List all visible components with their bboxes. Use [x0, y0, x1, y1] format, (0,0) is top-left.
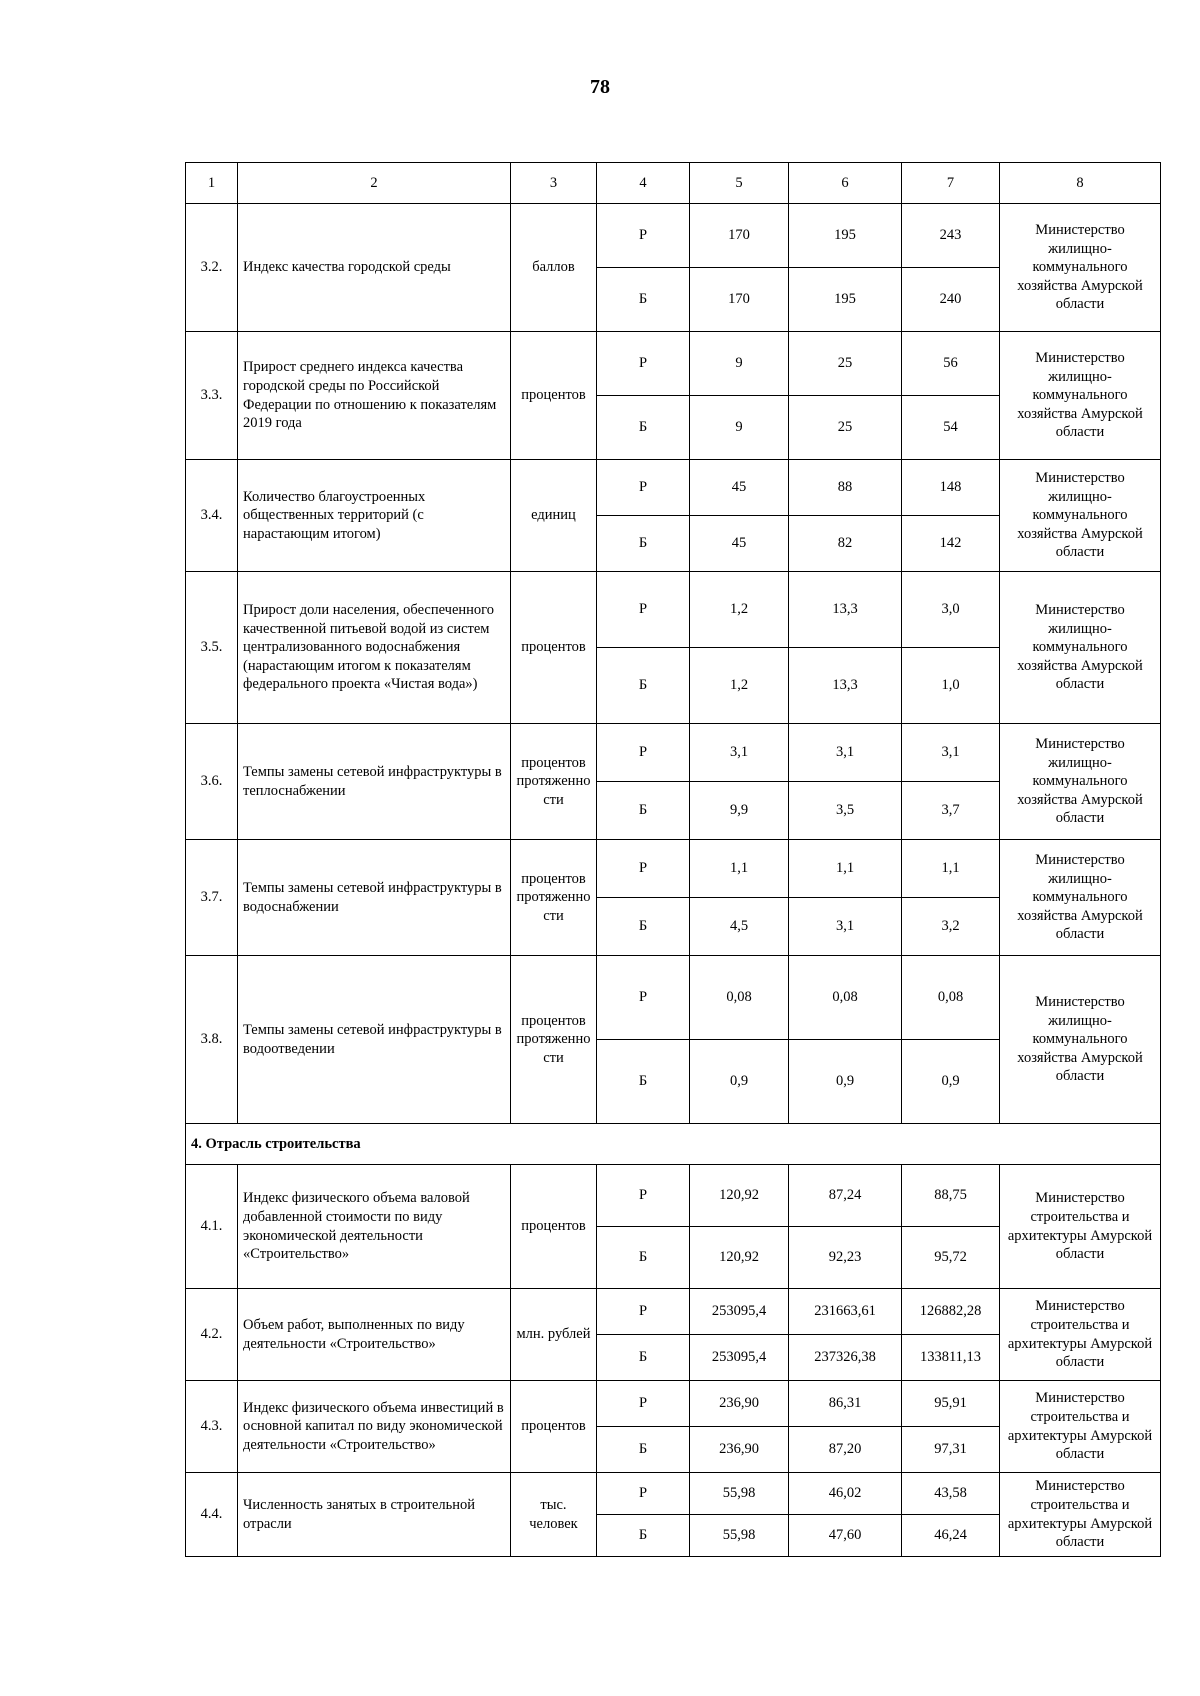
row-number: 3.3.: [186, 332, 238, 460]
value: 47,60: [789, 1515, 902, 1557]
responsible-org: Министерство строительства и архитектуры Амурской области: [1000, 1289, 1161, 1381]
value: 13,3: [789, 648, 902, 724]
value: 88: [789, 460, 902, 516]
value: 1,1: [789, 840, 902, 898]
value: 55,98: [690, 1473, 789, 1515]
value: 1,2: [690, 572, 789, 648]
base-label: Б: [597, 648, 690, 724]
header-cell: 5: [690, 163, 789, 204]
plan-label: Р: [597, 1289, 690, 1335]
section-title: 4. Отрасль строительства: [186, 1124, 1161, 1165]
plan-label: Р: [597, 1165, 690, 1227]
row-number: 3.4.: [186, 460, 238, 572]
value: 3,1: [902, 724, 1000, 782]
responsible-org: Министерство жилищно-коммунального хозяйства Амурской области: [1000, 460, 1161, 572]
indicator-name: Индекс физического объема инвестиций в основной капитал по виду экономической деятельности «Строительство»: [238, 1381, 511, 1473]
value: 25: [789, 332, 902, 396]
table-row: [186, 956, 1161, 1040]
unit: единиц: [511, 460, 597, 572]
value: 95,72: [902, 1227, 1000, 1289]
value: 92,23: [789, 1227, 902, 1289]
plan-label: Р: [597, 1381, 690, 1427]
unit: баллов: [511, 204, 597, 332]
table-row: [186, 1381, 1161, 1427]
value: 56: [902, 332, 1000, 396]
unit: процентов протяженности: [511, 956, 597, 1124]
responsible-org: Министерство жилищно-коммунального хозяйства Амурской области: [1000, 840, 1161, 956]
value: 3,7: [902, 782, 1000, 840]
value: 9: [690, 332, 789, 396]
plan-label: Р: [597, 840, 690, 898]
responsible-org: Министерство жилищно-коммунального хозяйства Амурской области: [1000, 204, 1161, 332]
unit: процентов протяженности: [511, 840, 597, 956]
header-row: [186, 163, 1161, 204]
value: 0,9: [902, 1040, 1000, 1124]
indicator-name: Индекс качества городской среды: [238, 204, 511, 332]
unit: процентов протяженности: [511, 724, 597, 840]
header-cell: 3: [511, 163, 597, 204]
value: 9: [690, 396, 789, 460]
value: 240: [902, 268, 1000, 332]
responsible-org: Министерство жилищно-коммунального хозяйства Амурской области: [1000, 332, 1161, 460]
row-number: 4.1.: [186, 1165, 238, 1289]
row-number: 4.4.: [186, 1473, 238, 1557]
indicator-name: Прирост доли населения, обеспеченного качественной питьевой водой из систем централизованного водоснабжения (нарастающим итогом к показателям федерального проекта «Чистая вода»): [238, 572, 511, 724]
unit: млн. рублей: [511, 1289, 597, 1381]
base-label: Б: [597, 782, 690, 840]
row-number: 4.2.: [186, 1289, 238, 1381]
value: 3,1: [789, 898, 902, 956]
base-label: Б: [597, 898, 690, 956]
unit: процентов: [511, 1165, 597, 1289]
value: 43,58: [902, 1473, 1000, 1515]
value: 3,1: [690, 724, 789, 782]
plan-label: Р: [597, 204, 690, 268]
indicator-name: Объем работ, выполненных по виду деятельности «Строительство»: [238, 1289, 511, 1381]
unit: процентов: [511, 332, 597, 460]
plan-label: Р: [597, 724, 690, 782]
value: 195: [789, 268, 902, 332]
value: 45: [690, 460, 789, 516]
table-row: [186, 1289, 1161, 1335]
table-row: [186, 332, 1161, 396]
value: 1,1: [690, 840, 789, 898]
value: 170: [690, 268, 789, 332]
value: 25: [789, 396, 902, 460]
indicator-name: Индекс физического объема валовой добавленной стоимости по виду экономической деятельности «Строительство»: [238, 1165, 511, 1289]
value: 1,0: [902, 648, 1000, 724]
indicator-name: Количество благоустроенных общественных территорий (с нарастающим итогом): [238, 460, 511, 572]
value: 126882,28: [902, 1289, 1000, 1335]
header-cell: 7: [902, 163, 1000, 204]
value: 82: [789, 516, 902, 572]
base-label: Б: [597, 396, 690, 460]
unit: процентов: [511, 572, 597, 724]
value: 253095,4: [690, 1335, 789, 1381]
row-number: 3.8.: [186, 956, 238, 1124]
value: 86,31: [789, 1381, 902, 1427]
unit: тыс. человек: [511, 1473, 597, 1557]
base-label: Б: [597, 1040, 690, 1124]
indicator-name: Темпы замены сетевой инфраструктуры в теплоснабжении: [238, 724, 511, 840]
row-number: 4.3.: [186, 1381, 238, 1473]
table-row: [186, 460, 1161, 516]
responsible-org: Министерство строительства и архитектуры Амурской области: [1000, 1473, 1161, 1557]
value: 95,91: [902, 1381, 1000, 1427]
plan-label: Р: [597, 332, 690, 396]
page-number: 78: [590, 76, 610, 98]
table-row: [186, 1165, 1161, 1227]
row-number: 3.7.: [186, 840, 238, 956]
indicator-name: Темпы замены сетевой инфраструктуры в водоснабжении: [238, 840, 511, 956]
header-cell: 1: [186, 163, 238, 204]
table-row: [186, 724, 1161, 782]
base-label: Б: [597, 1515, 690, 1557]
base-label: Б: [597, 1335, 690, 1381]
responsible-org: Министерство строительства и архитектуры Амурской области: [1000, 1381, 1161, 1473]
plan-label: Р: [597, 460, 690, 516]
value: 0,08: [789, 956, 902, 1040]
indicator-name: Темпы замены сетевой инфраструктуры в водоотведении: [238, 956, 511, 1124]
value: 4,5: [690, 898, 789, 956]
value: 55,98: [690, 1515, 789, 1557]
indicator-name: Численность занятых в строительной отрасли: [238, 1473, 511, 1557]
header-cell: 4: [597, 163, 690, 204]
value: 253095,4: [690, 1289, 789, 1335]
row-number: 3.6.: [186, 724, 238, 840]
value: 243: [902, 204, 1000, 268]
base-label: Б: [597, 268, 690, 332]
responsible-org: Министерство строительства и архитектуры Амурской области: [1000, 1165, 1161, 1289]
table-row: [186, 1473, 1161, 1515]
value: 3,2: [902, 898, 1000, 956]
value: 142: [902, 516, 1000, 572]
value: 120,92: [690, 1227, 789, 1289]
value: 195: [789, 204, 902, 268]
value: 236,90: [690, 1427, 789, 1473]
value: 148: [902, 460, 1000, 516]
value: 0,08: [902, 956, 1000, 1040]
responsible-org: Министерство жилищно-коммунального хозяйства Амурской области: [1000, 724, 1161, 840]
unit: процентов: [511, 1381, 597, 1473]
value: 1,1: [902, 840, 1000, 898]
responsible-org: Министерство жилищно-коммунального хозяйства Амурской области: [1000, 956, 1161, 1124]
indicators-table: [185, 162, 1161, 1557]
value: 1,2: [690, 648, 789, 724]
value: 3,0: [902, 572, 1000, 648]
value: 9,9: [690, 782, 789, 840]
header-cell: 2: [238, 163, 511, 204]
value: 88,75: [902, 1165, 1000, 1227]
base-label: Б: [597, 1427, 690, 1473]
plan-label: Р: [597, 956, 690, 1040]
row-number: 3.2.: [186, 204, 238, 332]
value: 87,20: [789, 1427, 902, 1473]
value: 54: [902, 396, 1000, 460]
value: 236,90: [690, 1381, 789, 1427]
value: 231663,61: [789, 1289, 902, 1335]
row-number: 3.5.: [186, 572, 238, 724]
value: 120,92: [690, 1165, 789, 1227]
value: 0,9: [789, 1040, 902, 1124]
value: 0,9: [690, 1040, 789, 1124]
value: 87,24: [789, 1165, 902, 1227]
table-row: [186, 840, 1161, 898]
header-cell: 6: [789, 163, 902, 204]
value: 133811,13: [902, 1335, 1000, 1381]
value: 45: [690, 516, 789, 572]
table-row: [186, 204, 1161, 268]
base-label: Б: [597, 516, 690, 572]
header-cell: 8: [1000, 163, 1161, 204]
value: 13,3: [789, 572, 902, 648]
value: 237326,38: [789, 1335, 902, 1381]
plan-label: Р: [597, 572, 690, 648]
value: 3,1: [789, 724, 902, 782]
value: 46,24: [902, 1515, 1000, 1557]
value: 0,08: [690, 956, 789, 1040]
base-label: Б: [597, 1227, 690, 1289]
value: 3,5: [789, 782, 902, 840]
responsible-org: Министерство жилищно-коммунального хозяйства Амурской области: [1000, 572, 1161, 724]
section-row: [186, 1124, 1161, 1165]
plan-label: Р: [597, 1473, 690, 1515]
indicator-name: Прирост среднего индекса качества городской среды по Российской Федерации по отношению к показателям 2019 года: [238, 332, 511, 460]
value: 97,31: [902, 1427, 1000, 1473]
value: 170: [690, 204, 789, 268]
value: 46,02: [789, 1473, 902, 1515]
table-row: [186, 572, 1161, 648]
